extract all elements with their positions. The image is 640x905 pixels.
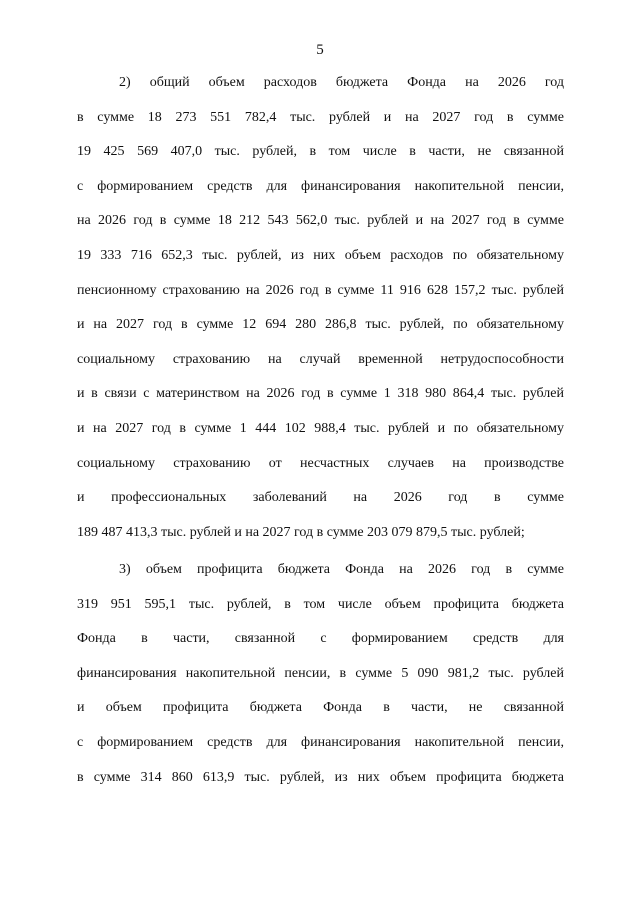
page-number: 5 [316, 42, 324, 58]
text-line: 189 487 413,3 тыс. рублей и на 2027 год в сумме 203 079 879,5 тыс. рублей; [77, 524, 525, 540]
text-line: в сумме 314 860 613,9 тыс. рублей, из них объем профицита бюджета [77, 769, 564, 785]
text-line: Фонда в части, связанной с формированием средств для [77, 631, 564, 647]
text-line: финансирования накопительной пенсии, в сумме 5 090 981,2 тыс. рублей [77, 665, 564, 681]
text-line: 319 951 595,1 тыс. рублей, в том числе объем профицита бюджета [77, 596, 564, 612]
text-line: и объем профицита бюджета Фонда в части, не связанной [77, 700, 564, 716]
text-line: и на 2027 год в сумме 12 694 280 286,8 тыс. рублей, по обязательному [77, 317, 564, 333]
text-line: с формированием средств для финансирования накопительной пенсии, [77, 734, 564, 750]
text-line: и профессиональных заболеваний на 2026 год в сумме [77, 490, 564, 506]
text-line: и на 2027 год в сумме 1 444 102 988,4 тыс. рублей и по обязательному [77, 420, 564, 436]
text-line: на 2026 год в сумме 18 212 543 562,0 тыс. рублей и на 2027 год в сумме [77, 213, 564, 229]
text-line: и в связи с материнством на 2026 год в сумме 1 318 980 864,4 тыс. рублей [77, 386, 564, 402]
paragraph-item-3 [77, 560, 564, 802]
text-line: 19 425 569 407,0 тыс. рублей, в том числе в части, не связанной [77, 144, 564, 160]
paragraph-item-2 [77, 73, 564, 557]
text-line: социальному страхованию от несчастных случаев на производстве [77, 455, 564, 471]
text-line: 3) объем профицита бюджета Фонда на 2026 год в сумме [119, 562, 564, 577]
text-line: пенсионному страхованию на 2026 год в сумме 11 916 628 157,2 тыс. рублей [77, 282, 564, 298]
text-line: с формированием средств для финансирования накопительной пенсии, [77, 178, 564, 194]
text-line: социальному страхованию на случай временной нетрудоспособности [77, 351, 564, 367]
text-line: 19 333 716 652,3 тыс. рублей, из них объем расходов по обязательному [77, 247, 564, 263]
text-line: в сумме 18 273 551 782,4 тыс. рублей и на 2027 год в сумме [77, 109, 564, 125]
text-line: 2) общий объем расходов бюджета Фонда на 2026 год [119, 75, 564, 90]
